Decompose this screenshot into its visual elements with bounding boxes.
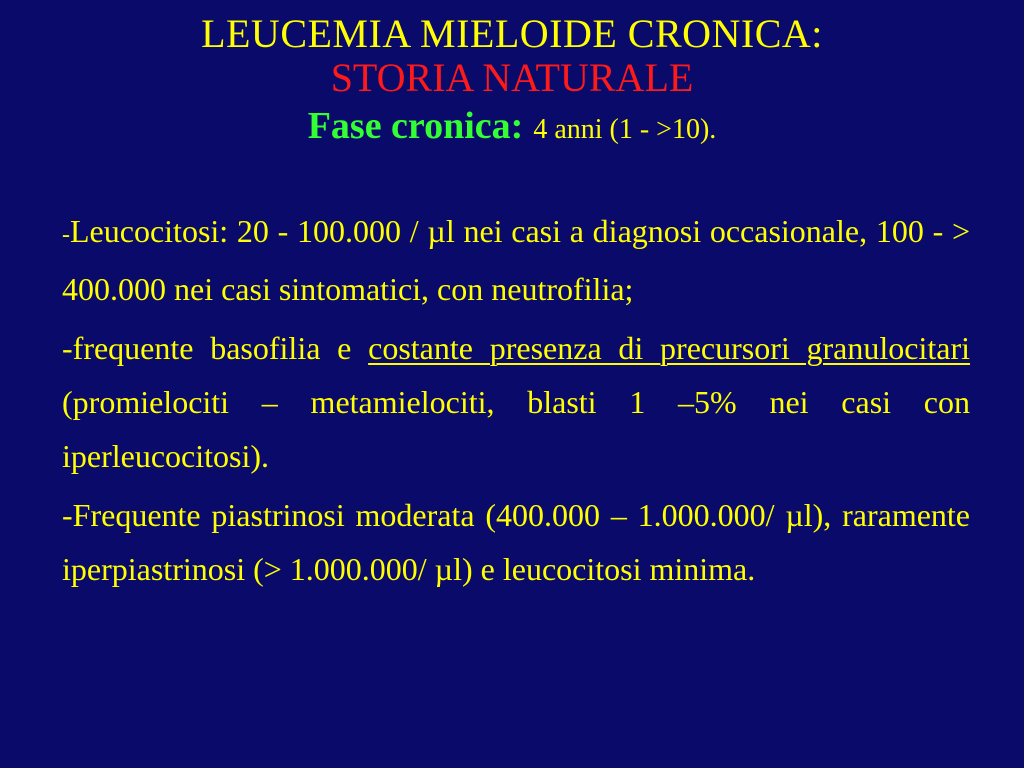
- slide-body: [62, 204, 970, 601]
- phase-duration: 4 anni (1 - >10).: [533, 114, 717, 145]
- bullet-basofilia: [62, 321, 970, 483]
- underlined-emphasis: costante presenza di precursori granulocitari: [368, 330, 971, 366]
- phase-label: Fase cronica:: [307, 105, 524, 147]
- bullet-leucocitosi: [62, 204, 970, 316]
- bullet-text: Leucocitosi: 20 - 100.000 / µl nei casi a diagnosi occasionale, 100 - > 400.000 nei casi sintomatici, con neutrofilia;: [62, 213, 970, 307]
- bullet-dash: -: [62, 222, 70, 248]
- phase-line: [0, 102, 1024, 153]
- bullet-text-lead: -frequente basofilia e: [62, 330, 369, 366]
- bullet-text: -Frequente piastrinosi moderata (400.000 – 1.000.000/ µl), raramente iperpiastrinosi (> 1.000.000/ µl) e leucocitosi minima.: [62, 497, 970, 587]
- bullet-piastrinosi: [62, 488, 970, 596]
- slide-title: LEUCEMIA MIELOIDE CRONICA:: [201, 11, 823, 56]
- slide-subtitle: STORIA NATURALE: [330, 55, 694, 100]
- bullet-text-tail: (promielociti – metamielociti, blasti 1 –5% nei casi con iperleucocitosi).: [62, 384, 970, 474]
- title-block: [0, 12, 1024, 153]
